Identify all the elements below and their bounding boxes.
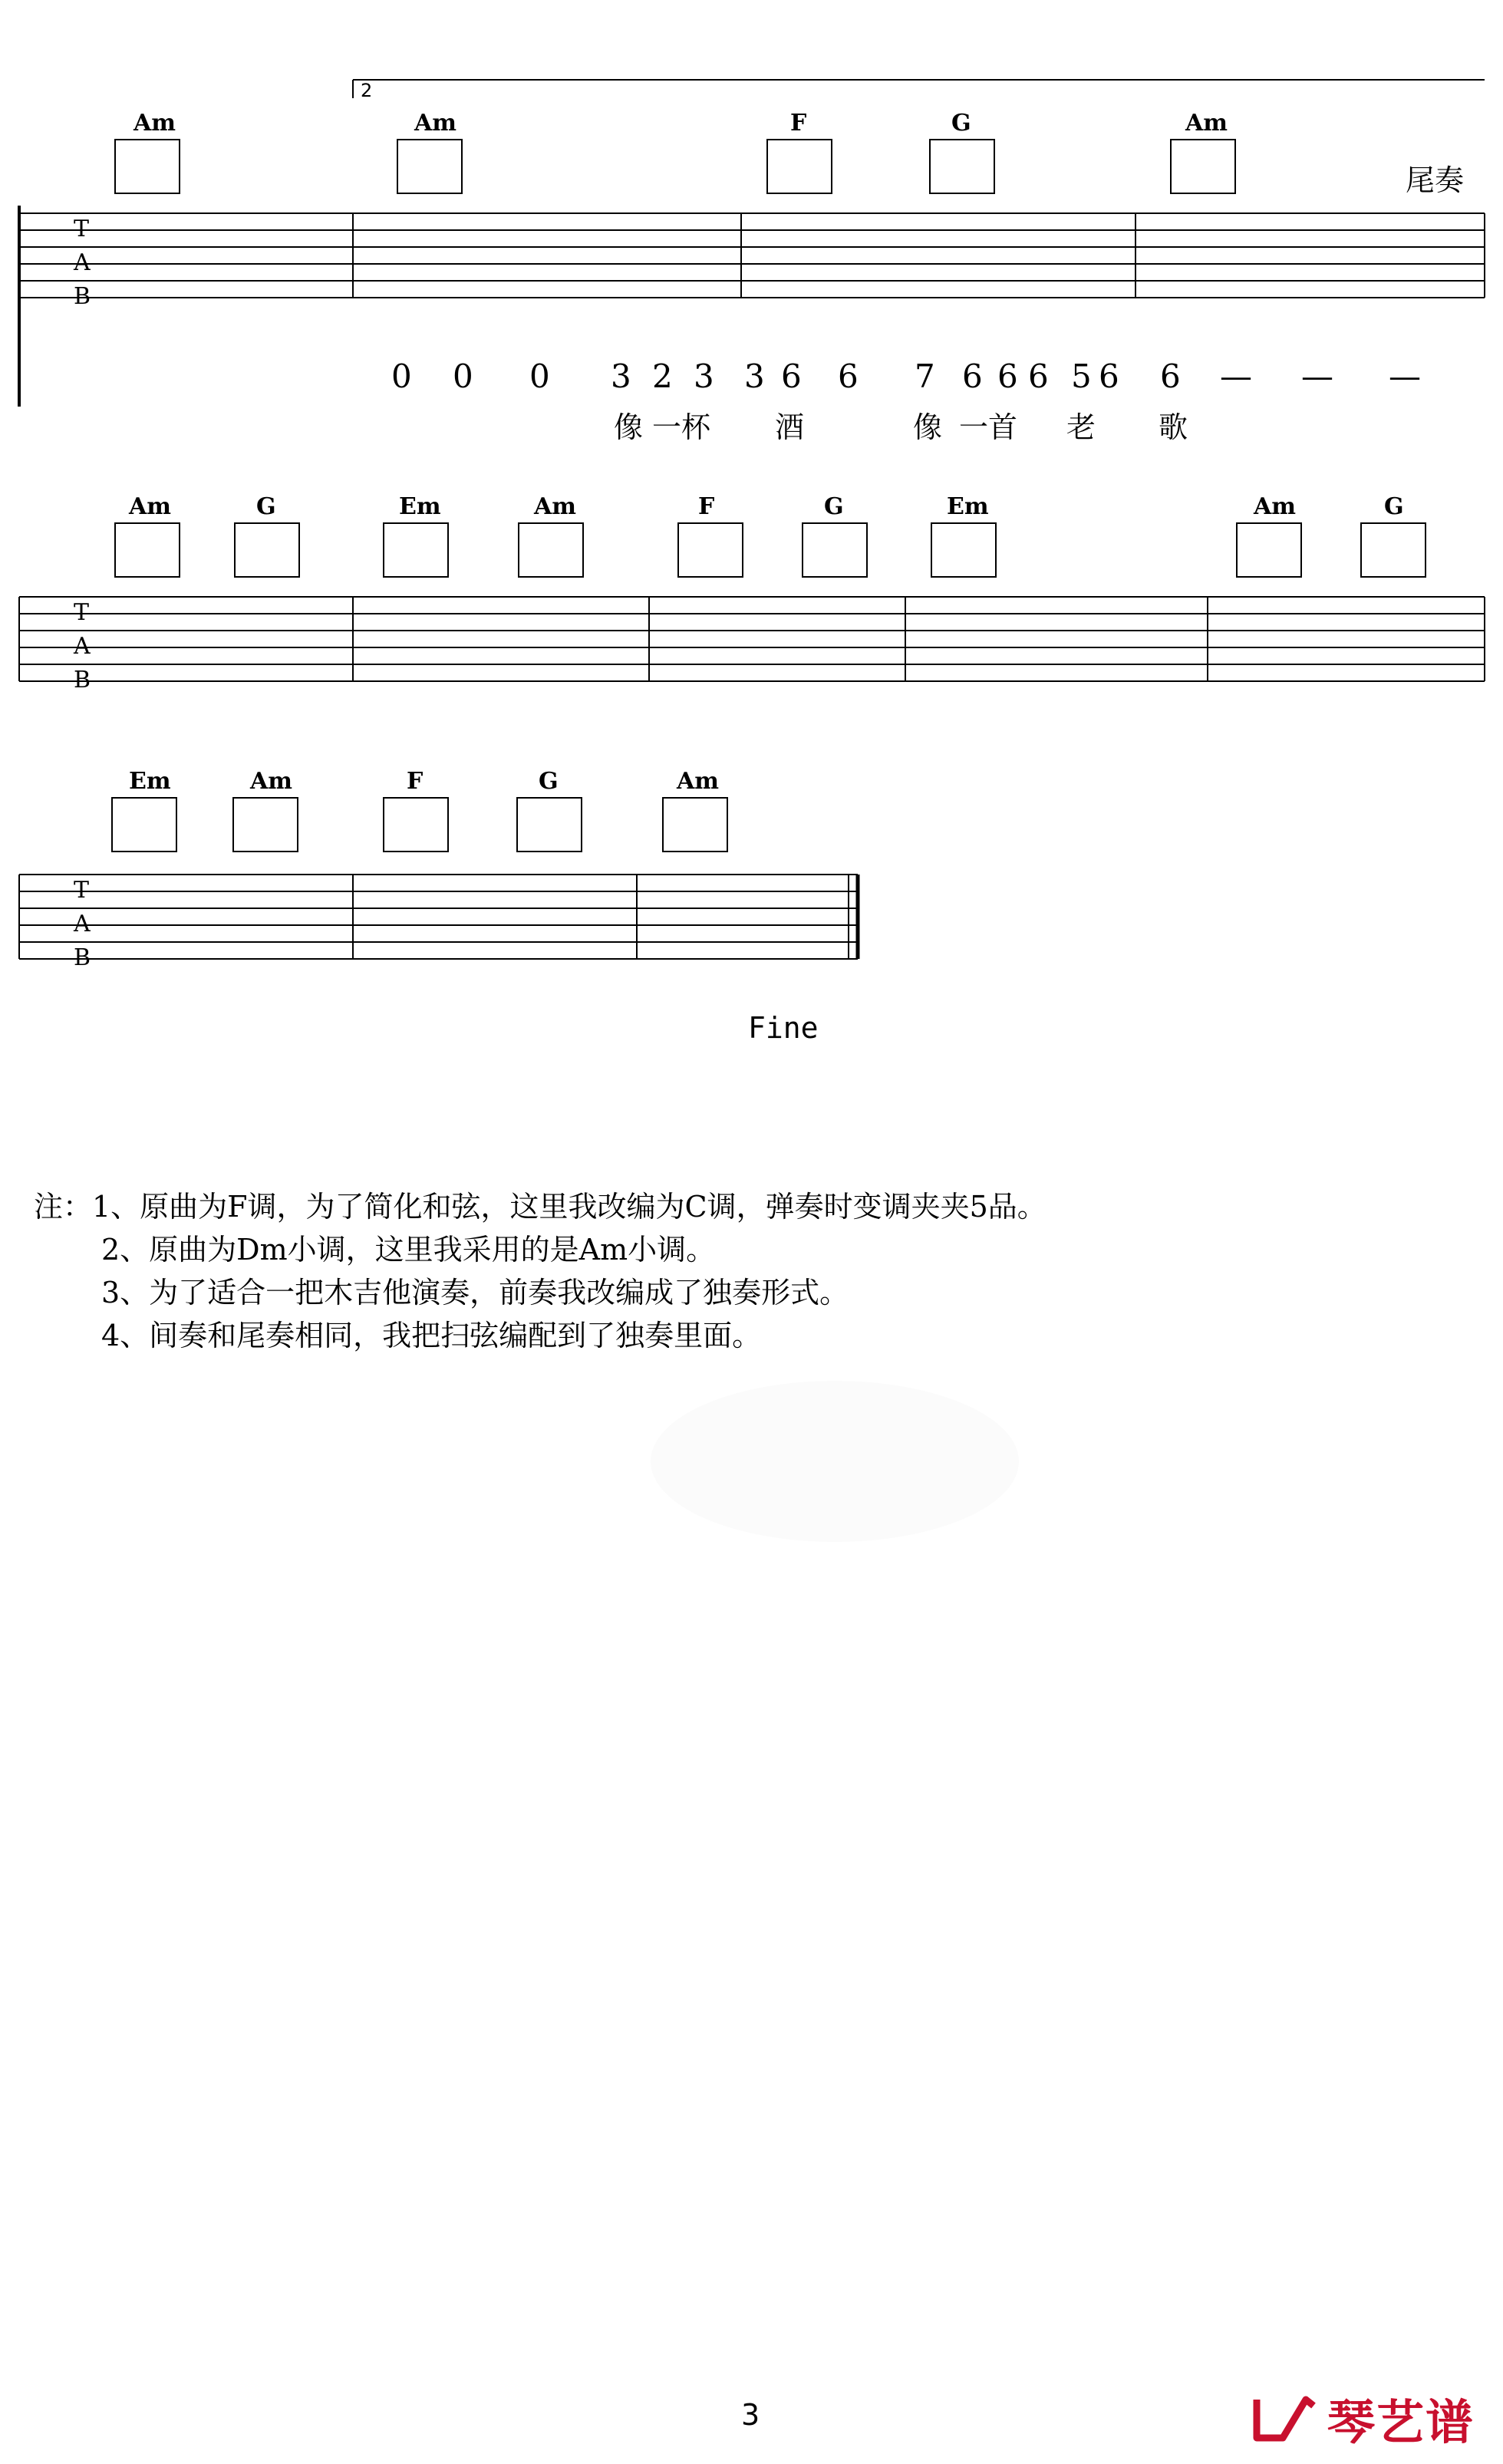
chord-name: F <box>790 110 807 137</box>
jianpu-note: 3 <box>694 357 714 395</box>
lyric: 歌 <box>1159 410 1188 444</box>
lyric: 像 <box>614 410 644 444</box>
chord-name: G <box>824 493 844 520</box>
lyric: 酒 <box>775 410 805 444</box>
jianpu-note: 2 <box>652 357 673 395</box>
jianpu-note: 7 <box>915 357 935 395</box>
chord-name: G <box>539 768 559 795</box>
tab-letter-b: B <box>74 283 91 310</box>
chord-name: Am <box>1254 493 1297 520</box>
system-3 <box>19 768 858 971</box>
logo-text: 琴艺谱 <box>1327 2394 1475 2450</box>
volta-number: 2 <box>361 80 373 101</box>
jianpu-note: 0 <box>453 357 473 395</box>
jianpu-note: 3 <box>744 357 765 395</box>
footnote-3: 3、为了适合一把木吉他演奏，前奏我改编成了独奏形式。 <box>101 1276 849 1309</box>
smudge-mark <box>651 1381 1019 1542</box>
jianpu-note: 6 <box>1028 357 1049 395</box>
footnote-2: 2、原曲为Dm小调，这里我采用的是Am小调。 <box>101 1233 716 1267</box>
chord-name: Am <box>1185 110 1228 137</box>
tab-letter-b: B <box>74 667 91 693</box>
footnote-1: 注：1、原曲为F调，为了简化和弦，这里我改编为C调，弹奏时变调夹夹5品。 <box>34 1190 1046 1224</box>
lyric: 一首 <box>959 410 1018 444</box>
tab-letter-b: B <box>74 944 91 971</box>
jianpu-note: 6 <box>997 357 1018 395</box>
chord-name: Em <box>399 493 441 520</box>
chord-name: Am <box>129 493 172 520</box>
tab-letter-t: T <box>74 216 90 242</box>
footnotes <box>34 1185 1338 1357</box>
chord-name: F <box>698 493 715 520</box>
system-1 <box>19 110 1485 444</box>
jianpu-note: 5 <box>1071 357 1092 395</box>
chord-name: Am <box>250 768 293 795</box>
jianpu-note: 0 <box>391 357 412 395</box>
chord-name: Em <box>129 768 171 795</box>
ending-label-fine: Fine <box>748 1011 819 1045</box>
jianpu-note: 6 <box>1160 357 1181 395</box>
chord-name: Am <box>677 768 720 795</box>
volta-bracket <box>353 80 1485 101</box>
chord-name: Am <box>133 110 176 137</box>
jianpu-note: 6 <box>781 357 802 395</box>
jianpu-note: 6 <box>962 357 983 395</box>
chord-diagrams <box>112 798 727 852</box>
tab-letter-a: A <box>74 633 91 660</box>
tab-letter-t: T <box>74 599 90 626</box>
chord-name: Am <box>534 493 577 520</box>
jianpu-note: 0 <box>529 357 550 395</box>
chord-diagrams <box>115 523 1426 577</box>
lyric: 像 <box>913 410 943 444</box>
tab-letter-t: T <box>74 877 90 904</box>
logo-note-icon <box>1252 2392 1321 2446</box>
jianpu-dash: — <box>1220 357 1252 395</box>
chord-name: Em <box>947 493 989 520</box>
site-logo <box>1252 2384 1475 2452</box>
chord-name: G <box>256 493 276 520</box>
chord-name: F <box>407 768 424 795</box>
chord-name: G <box>1384 493 1404 520</box>
chord-diagrams <box>115 140 1235 193</box>
jianpu-dash: — <box>1389 357 1421 395</box>
tab-letter-a: A <box>74 249 91 276</box>
lyric: 老 <box>1066 410 1096 444</box>
footnote-4: 4、间奏和尾奏相同，我把扫弦编配到了独奏里面。 <box>101 1319 762 1352</box>
jianpu-note: 6 <box>1099 357 1119 395</box>
chord-name: Am <box>414 110 457 137</box>
section-label-outro: 尾奏 <box>1406 163 1465 197</box>
jianpu-note: 3 <box>611 357 631 395</box>
tab-letter-a: A <box>74 911 91 937</box>
page-number: 3 <box>741 2398 760 2432</box>
lyric: 一杯 <box>652 410 711 444</box>
chord-name: G <box>951 110 971 137</box>
jianpu-dash: — <box>1301 357 1333 395</box>
system-2 <box>19 493 1485 693</box>
jianpu-note: 6 <box>838 357 859 395</box>
